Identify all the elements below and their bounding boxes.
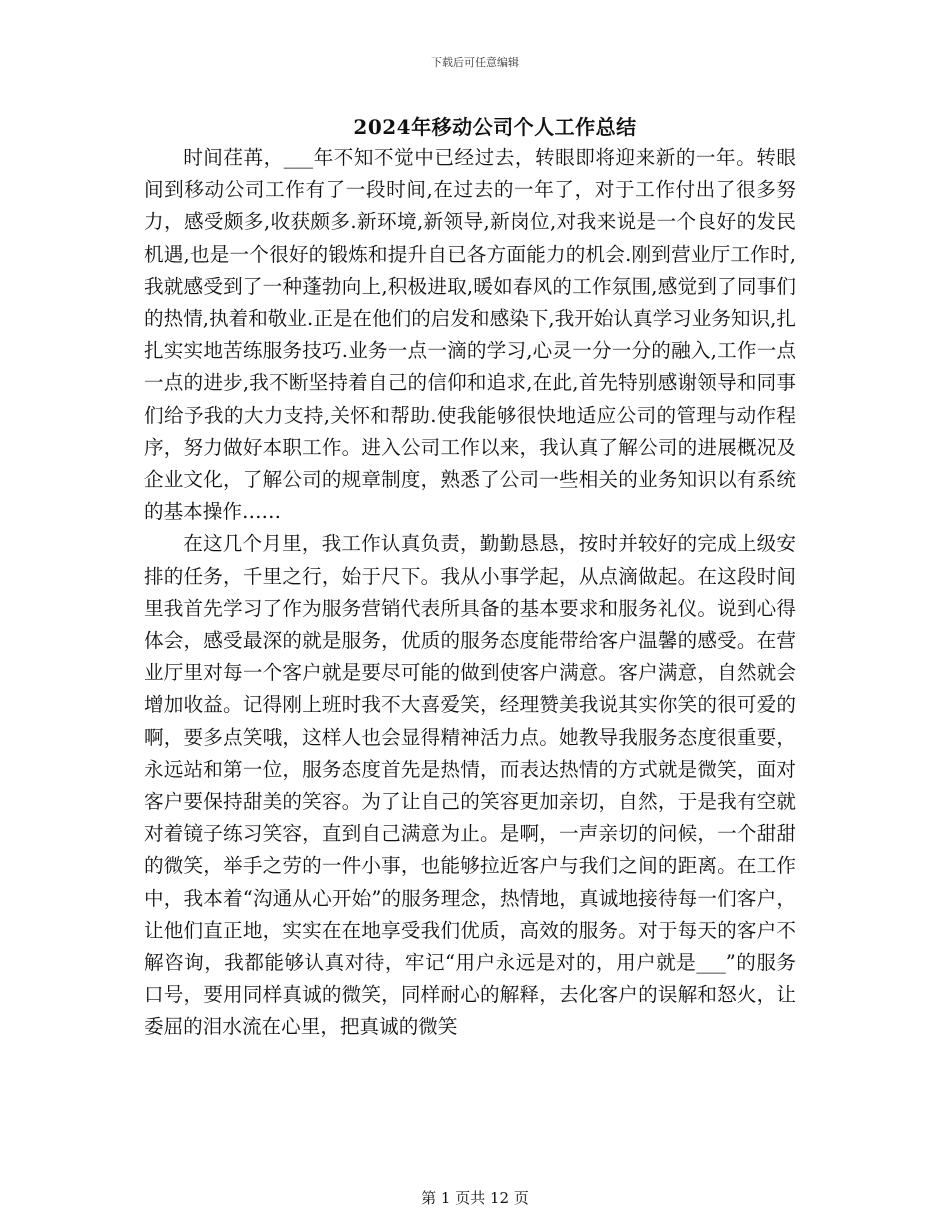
document-body xyxy=(144,142,796,1044)
document-title: 2024年移动公司个人工作总结 xyxy=(353,115,637,139)
page-indicator: 第 1 页共 12 页 xyxy=(421,1189,529,1207)
header-note: 下载后可任意编辑 xyxy=(431,56,519,69)
paragraph-2: 在这几个月里，我工作认真负责，勤勤恳恳，按时并较好的完成上级安排的任务，千里之行，始于尺下。我从小事学起，从点滴做起。在这段时间里我首先学习了作为服务营销代表所具备的基本要求和服务礼仪。说到心得体会，感受最深的就是服务，优质的服务态度能带给客户温馨的感受。在营业厅里对每一个客户就是要尽可能的做到使客户满意。客户满意，自然就会增加收益。记得刚上班时我不大喜爱笑，经理赞美我说其实你笑的很可爱的啊，要多点笑哦，这样人也会显得精神活力点。她教导我服务态度很重要，永远站和第一位，服务态度首先是热情，而表达热情的方式就是微笑，面对客户要保持甜美的笑容。为了让自己的笑容更加亲切，自然，于是我有空就对着镜子练习笑容，直到自己满意为止。是啊，一声亲切的问候，一个甜甜的微笑，举手之劳的一件小事，也能够拉近客户与我们之间的距离。在工作中，我本着“沟通从心开始”的服务理念，热情地，真诚地接待每一们客户，让他们直正地，实实在在地享受我们优质，高效的服务。对于每天的客户不解咨询，我都能够认真对待，牢记“用户永远是对的，用户就是___”的服务口号，要用同样真诚的微笑，同样耐心的解释，去化客户的误解和怒火，让委屈的泪水流在心里，把真诚的微笑 xyxy=(144,532,796,1039)
paragraph-1: 时间荏苒，___年不知不觉中已经过去，转眼即将迎来新的一年。转眼间到移动公司工作有了一段时间,在过去的一年了，对于工作付出了很多努力，感受颇多,收获颇多.新环境,新领导,新岗位,对我来说是一个良好的发民机遇,也是一个很好的锻炼和提升自已各方面能力的机会.刚到营业厅工作时,我就感受到了一种蓬勃向上,积极进取,暖如春风的工作氛围,感觉到了同事们的热情,执着和敬业.正是在他们的启发和感染下,我开始认真学习业务知识,扎扎实实地苦练服务技巧.业务一点一滴的学习,心灵一分一分的融入,工作一点一点的进步,我不断坚持着自己的信仰和追求,在此,首先特别感谢领导和同事们给予我的大力支持,关怀和帮助.使我能够很快地适应公司的管理与动作程序，努力做好本职工作。进入公司工作以来，我认真了解公司的进展概况及企业文化，了解公司的规章制度，熟悉了公司一些相关的业务知识以有系统的基本操作…… xyxy=(144,146,796,524)
